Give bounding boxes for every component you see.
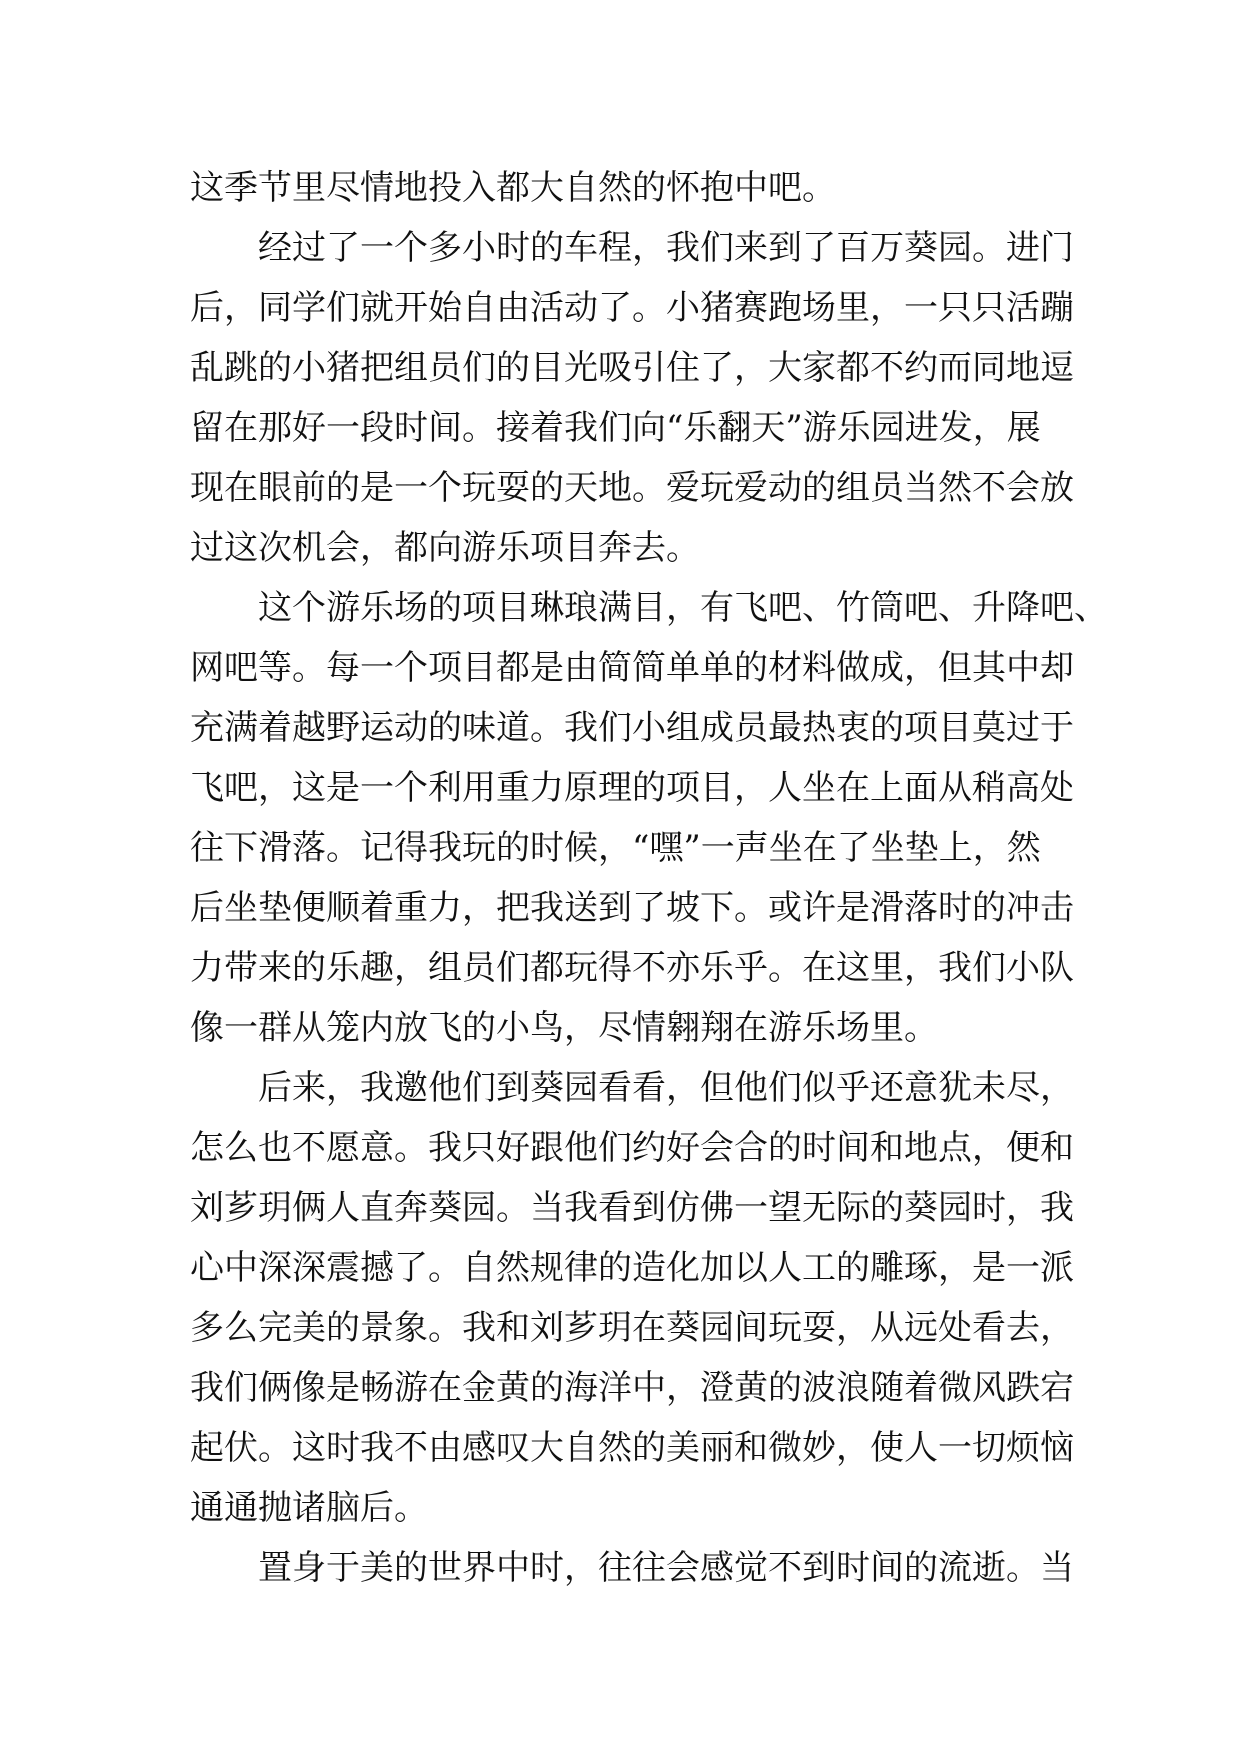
text-line: 过这次机会，都向游乐项目奔去。 <box>190 528 700 568</box>
text-line: 刘芗玥俩人直奔葵园。当我看到仿佛一望无际的葵园时，我 <box>190 1188 1074 1228</box>
text-line: 我们俩像是畅游在金黄的海洋中，澄黄的波浪随着微风跌宕 <box>190 1368 1074 1408</box>
text-line: 乱跳的小猪把组员们的目光吸引住了，大家都不约而同地逗 <box>190 348 1074 388</box>
text-line: 后坐垫便顺着重力，把我送到了坡下。或许是滑落时的冲击 <box>190 888 1074 928</box>
text-line: 网吧等。每一个项目都是由简简单单的材料做成，但其中却 <box>190 648 1074 688</box>
text-line: 这季节里尽情地投入都大自然的怀抱中吧。 <box>190 168 836 208</box>
paragraph-4 <box>190 1058 1074 1538</box>
text-line: 经过了一个多小时的车程，我们来到了百万葵园。进门 <box>258 228 1074 268</box>
text-line: 往下滑落。记得我玩的时候，“嘿”一声坐在了坐垫上，然 <box>190 828 1041 868</box>
text-line: 力带来的乐趣，组员们都玩得不亦乐乎。在这里，我们小队 <box>190 948 1074 988</box>
document-body <box>190 158 1108 1598</box>
text-line: 充满着越野运动的味道。我们小组成员最热衷的项目莫过于 <box>190 708 1074 748</box>
text-line: 留在那好一段时间。接着我们向“乐翻天”游乐园进发，展 <box>190 408 1041 448</box>
text-line: 像一群从笼内放飞的小鸟，尽情翱翔在游乐场里。 <box>190 1008 938 1048</box>
paragraph-1 <box>190 158 1050 218</box>
text-line: 置身于美的世界中时，往往会感觉不到时间的流逝。当 <box>258 1548 1074 1588</box>
paragraph-2 <box>190 218 1074 578</box>
text-line: 这个游乐场的项目琳琅满目，有飞吧、竹筒吧、升降吧、 <box>258 588 1108 628</box>
text-line: 起伏。这时我不由感叹大自然的美丽和微妙，使人一切烦恼 <box>190 1428 1074 1468</box>
paragraph-5 <box>190 1538 1074 1598</box>
text-line: 心中深深震撼了。自然规律的造化加以人工的雕琢，是一派 <box>190 1248 1074 1288</box>
text-line: 飞吧，这是一个利用重力原理的项目，人坐在上面从稍高处 <box>190 768 1074 808</box>
text-line: 后来，我邀他们到葵园看看，但他们似乎还意犹未尽， <box>258 1068 1074 1108</box>
paragraph-3 <box>190 578 1108 1058</box>
text-line: 多么完美的景象。我和刘芗玥在葵园间玩耍，从远处看去， <box>190 1308 1074 1348</box>
text-line: 后，同学们就开始自由活动了。小猪赛跑场里，一只只活蹦 <box>190 288 1074 328</box>
text-line: 通通抛诸脑后。 <box>190 1488 428 1528</box>
text-line: 怎么也不愿意。我只好跟他们约好会合的时间和地点，便和 <box>190 1128 1074 1168</box>
text-line: 现在眼前的是一个玩耍的天地。爱玩爱动的组员当然不会放 <box>190 468 1074 508</box>
